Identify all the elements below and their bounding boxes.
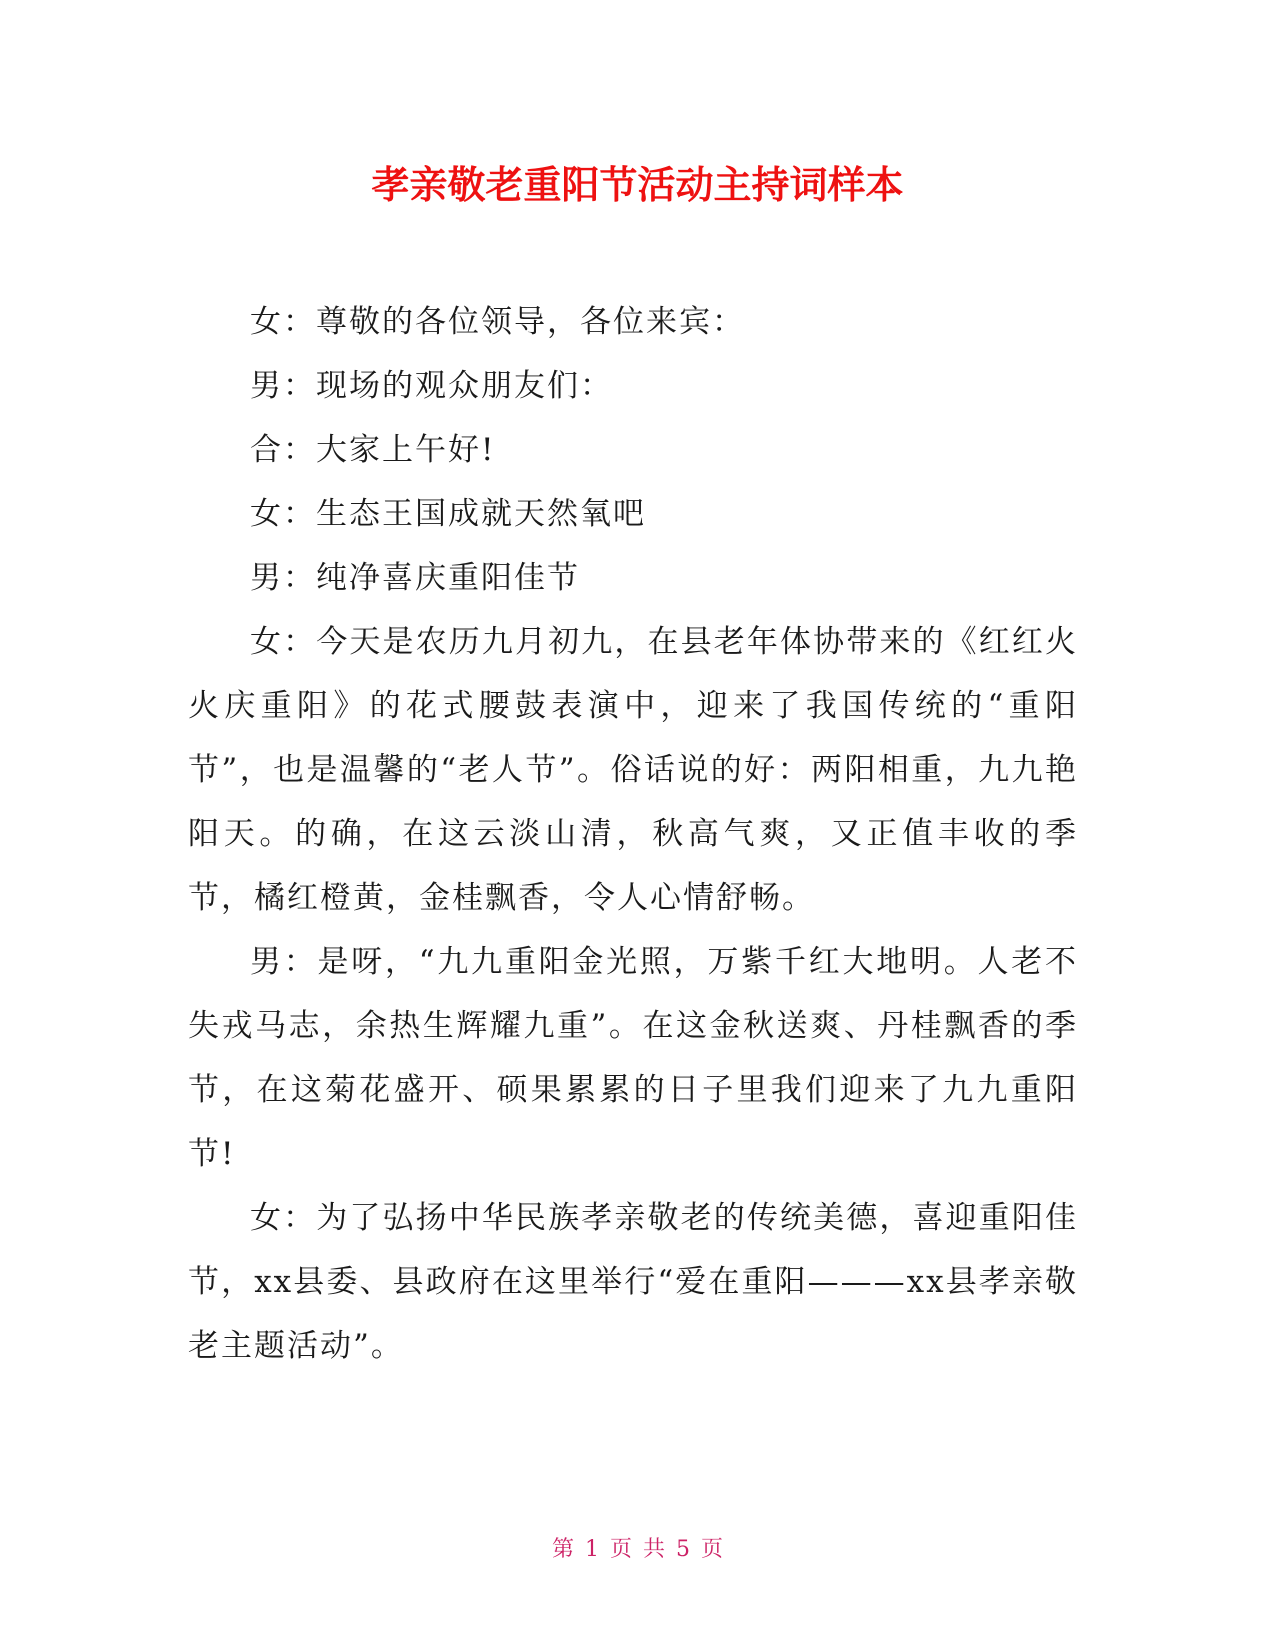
document-body	[188, 290, 1078, 1378]
paragraph: 女：尊敬的各位领导，各位来宾：	[250, 304, 745, 340]
paragraph: 女：为了弘扬中华民族孝亲敬老的传统美德，喜迎重阳佳节，xx县委、县政府在这里举行“爱在重阳———xx县孝亲敬老主题活动”。	[188, 1200, 1078, 1364]
paragraph: 合：大家上午好!	[250, 432, 496, 468]
document-title: 孝亲敬老重阳节活动主持词样本	[371, 163, 904, 207]
paragraph: 女：今天是农历九月初九，在县老年体协带来的《红红火火庆重阳》的花式腰鼓表演中，迎来了我国传统的“重阳节”，也是温馨的“老人节”。俗话说的好：两阳相重，九九艳阳天。的确，在这云淡山清，秋高气爽，又正值丰收的季节，橘红橙黄，金桂飘香，令人心情舒畅。	[188, 624, 1078, 916]
page-footer: 第 1 页 共 5 页	[552, 1537, 723, 1562]
paragraph: 男：现场的观众朋友们：	[250, 368, 613, 404]
paragraph: 女：生态王国成就天然氧吧	[250, 496, 646, 532]
paragraph: 男：纯净喜庆重阳佳节	[250, 560, 580, 596]
paragraph: 男：是呀，“九九重阳金光照，万紫千红大地明。人老不失戎马志，余热生辉耀九重”。在这金秋送爽、丹桂飘香的季节，在这菊花盛开、硕果累累的日子里我们迎来了九九重阳节!	[188, 944, 1078, 1172]
